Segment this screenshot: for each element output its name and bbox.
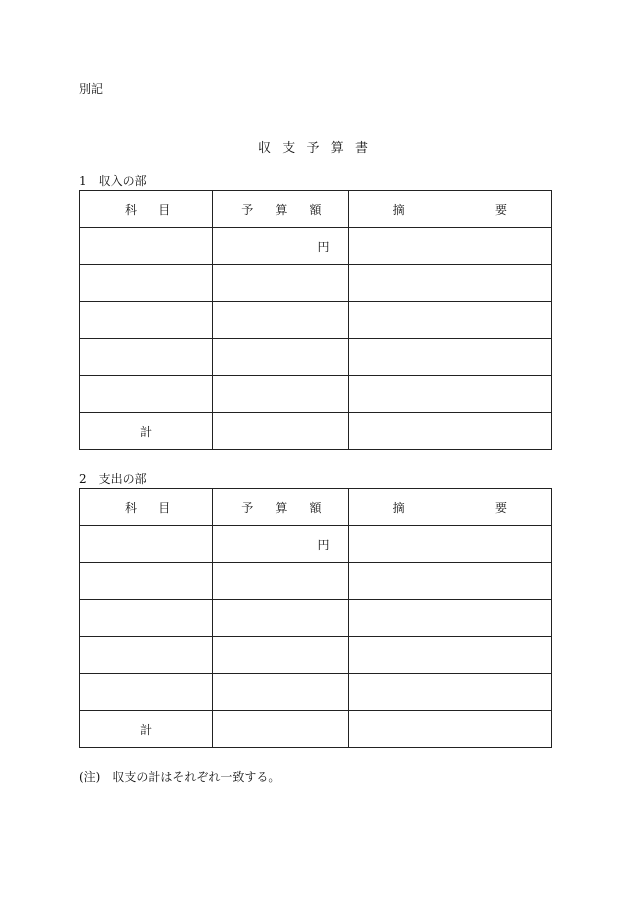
header-summary <box>348 191 551 228</box>
amount-cell[interactable] <box>213 674 348 711</box>
header-char: 摘 <box>392 202 405 217</box>
table-header-row <box>80 489 552 526</box>
amount-cell[interactable] <box>213 526 348 563</box>
table-row <box>80 674 552 711</box>
title-char: 支 <box>282 141 296 156</box>
subject-cell[interactable] <box>80 265 213 302</box>
header-summary <box>348 489 551 526</box>
yen-unit: 円 <box>317 537 330 552</box>
amount-cell[interactable] <box>213 265 348 302</box>
total-label: 計 <box>80 413 213 450</box>
amount-cell[interactable] <box>213 563 348 600</box>
header-char: 目 <box>158 500 171 515</box>
amount-cell[interactable] <box>213 228 348 265</box>
header-char: 予 <box>241 202 254 217</box>
header-char: 額 <box>309 202 322 217</box>
header-char: 摘 <box>392 500 405 515</box>
subject-cell[interactable] <box>80 563 213 600</box>
title-char: 算 <box>330 141 344 156</box>
header-char: 科 <box>125 500 138 515</box>
income-table <box>79 190 552 450</box>
amount-cell[interactable] <box>213 376 348 413</box>
summary-cell[interactable] <box>348 228 551 265</box>
amount-cell[interactable] <box>213 600 348 637</box>
table-row <box>80 302 552 339</box>
summary-cell[interactable] <box>348 265 551 302</box>
subject-cell[interactable] <box>80 228 213 265</box>
title-char: 収 <box>258 141 272 156</box>
title-char: 書 <box>354 141 368 156</box>
subject-cell[interactable] <box>80 526 213 563</box>
subject-cell[interactable] <box>80 637 213 674</box>
header-char: 算 <box>275 500 288 515</box>
header-char: 要 <box>494 500 507 515</box>
subject-cell[interactable] <box>80 674 213 711</box>
summary-cell[interactable] <box>348 600 551 637</box>
header-amount <box>213 489 348 526</box>
total-label: 計 <box>80 711 213 748</box>
total-summary-cell[interactable] <box>348 711 551 748</box>
table-row <box>80 376 552 413</box>
total-amount-cell[interactable] <box>213 413 348 450</box>
summary-cell[interactable] <box>348 302 551 339</box>
table-row <box>80 600 552 637</box>
expense-section-heading: 2 支出の部 <box>79 472 147 486</box>
subject-cell[interactable] <box>80 376 213 413</box>
expense-table <box>79 488 552 748</box>
appendix-label: 別記 <box>79 82 104 96</box>
table-row <box>80 339 552 376</box>
header-char: 算 <box>275 202 288 217</box>
header-char: 科 <box>125 202 138 217</box>
summary-cell[interactable] <box>348 563 551 600</box>
summary-cell[interactable] <box>348 674 551 711</box>
footnote: (注) 収支の計はそれぞれ一致する。 <box>79 770 281 784</box>
subject-cell[interactable] <box>80 600 213 637</box>
header-char: 要 <box>494 202 507 217</box>
header-char: 予 <box>241 500 254 515</box>
table-row <box>80 526 552 563</box>
table-row <box>80 228 552 265</box>
summary-cell[interactable] <box>348 376 551 413</box>
amount-cell[interactable] <box>213 339 348 376</box>
header-char: 目 <box>158 202 171 217</box>
table-row <box>80 563 552 600</box>
table-row <box>80 265 552 302</box>
summary-cell[interactable] <box>348 526 551 563</box>
amount-cell[interactable] <box>213 302 348 339</box>
income-section-heading: 1 収入の部 <box>79 174 147 188</box>
header-subject <box>80 489 213 526</box>
header-amount <box>213 191 348 228</box>
document-title <box>258 137 368 156</box>
header-char: 額 <box>309 500 322 515</box>
total-row <box>80 711 552 748</box>
table-header-row <box>80 191 552 228</box>
amount-cell[interactable] <box>213 637 348 674</box>
subject-cell[interactable] <box>80 302 213 339</box>
total-row <box>80 413 552 450</box>
title-char: 予 <box>306 141 320 156</box>
summary-cell[interactable] <box>348 637 551 674</box>
header-subject <box>80 191 213 228</box>
table-row <box>80 637 552 674</box>
subject-cell[interactable] <box>80 339 213 376</box>
summary-cell[interactable] <box>348 339 551 376</box>
yen-unit: 円 <box>317 239 330 254</box>
total-summary-cell[interactable] <box>348 413 551 450</box>
total-amount-cell[interactable] <box>213 711 348 748</box>
